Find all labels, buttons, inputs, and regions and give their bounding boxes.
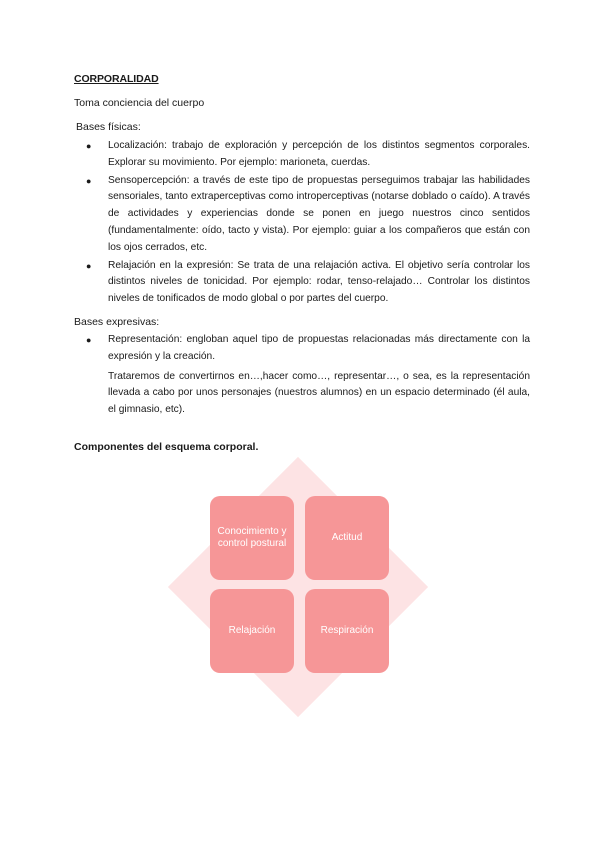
list-item: ● Localización: trabajo de exploración y percepción de los distintos segmentos corporales. Explorar su movimiento. Por ejemplo: marioneta, cuerdas. bbox=[86, 140, 530, 168]
list-item: ● Sensopercepción: a través de este tipo de propuestas perseguimos trabajar las habilidades sensoriales, tanto extraperceptivas como introperceptivas (notarse doblado o caído). A través de actividades y experiencias donde se ponen en juego nuestros cinco sentidos (fundamentalmente: oído, tacto y vista). Por ejemplo: guiar a los compañeros que están con los ojos cerrados, etc. bbox=[86, 174, 530, 253]
document-subtitle: Toma conciencia del cuerpo bbox=[74, 97, 205, 109]
list-item-continuation: Trataremos de convertirnos en…,hacer como…, representar…, o sea, es la representación llevada a cabo por unos personajes (nuestros alumnos) en un espacio determinado (él aula, el gimnasio, etc). bbox=[108, 370, 530, 416]
diagram-box-conocimiento: Conocimiento y control postural bbox=[210, 496, 294, 580]
diagram-box-relajacion: Relajación bbox=[210, 589, 294, 673]
bases-fisicas-label: Bases físicas: bbox=[76, 121, 141, 133]
diagram-background-diamond bbox=[168, 457, 428, 717]
list-item: ● Representación: engloban aquel tipo de propuestas relacionadas más directamente con la expresión y la creación. Trataremos de convertirnos en…,hacer como…, representar…, o sea, es la representación llevada a cabo por unos personajes (nuestros alumnos) en un espacio determinado (él aula, el gimnasio, etc). bbox=[86, 332, 530, 419]
matrix-diagram bbox=[186, 476, 412, 698]
diagram-box-actitud: Actitud bbox=[305, 496, 389, 580]
componentes-heading: Componentes del esquema corporal. bbox=[74, 441, 259, 453]
bullet-icon: ● bbox=[86, 175, 92, 186]
list-item: ● Relajación en la expresión: Se trata de una relajación activa. El objetivo sería controlar los distintos niveles de tonicidad. Por ejemplo: rodar, tenso-relajado… Controlar los distintos niveles de tonificados de modo global o por partes del cuerpo. bbox=[86, 259, 530, 305]
bases-fisicas-list bbox=[86, 138, 530, 309]
bullet-icon: ● bbox=[86, 141, 92, 151]
bases-expresivas-list bbox=[86, 332, 530, 420]
document-title: CORPORALIDAD bbox=[74, 73, 159, 85]
bases-expresivas-label: Bases expresivas: bbox=[74, 316, 160, 328]
diagram-box-respiracion: Respiración bbox=[305, 589, 389, 673]
bullet-icon: ● bbox=[86, 260, 92, 271]
bullet-icon: ● bbox=[86, 335, 92, 345]
